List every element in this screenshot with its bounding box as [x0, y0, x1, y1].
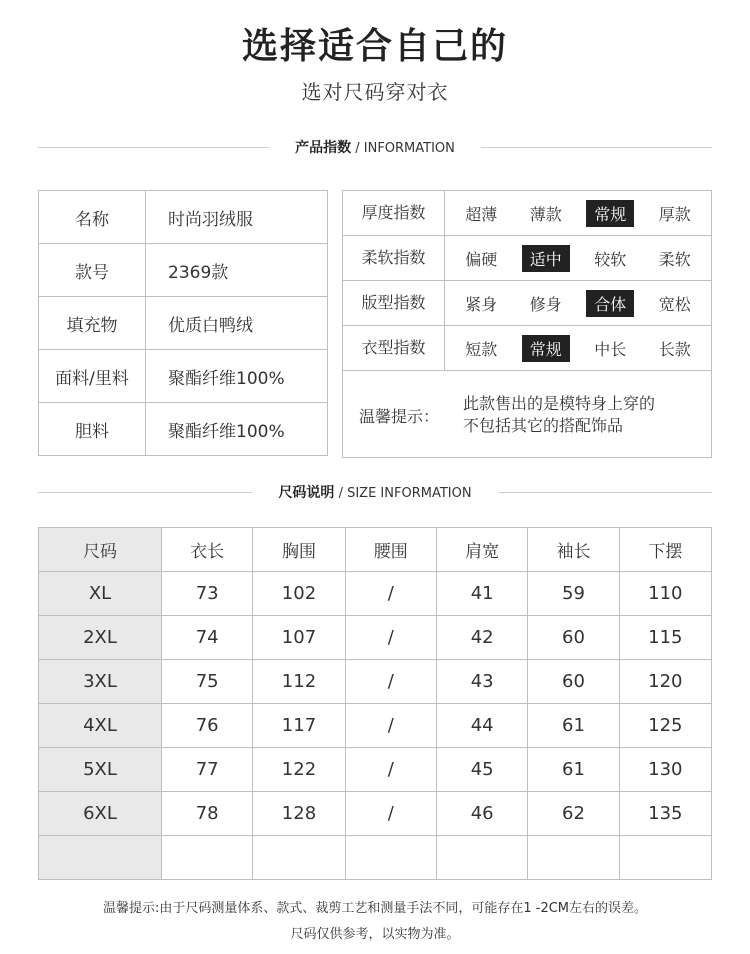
table-cell: /	[345, 660, 436, 704]
table-cell: 122	[253, 748, 345, 792]
info-value: 聚酯纤维100%	[146, 350, 328, 403]
size-cell: 4XL	[39, 704, 162, 748]
table-cell: 59	[528, 572, 619, 616]
table-row	[39, 748, 712, 792]
section-label-en: / SIZE INFORMATION	[334, 486, 472, 501]
table-cell	[162, 836, 253, 880]
size-table	[38, 527, 712, 880]
divider-right	[481, 147, 712, 148]
size-cell: XL	[39, 572, 162, 616]
index-panel	[342, 190, 712, 458]
table-row	[39, 191, 328, 244]
table-cell: 77	[162, 748, 253, 792]
info-value: 时尚羽绒服	[146, 191, 328, 244]
footnote-reference: 尺码仅供参考，以实物为准。	[290, 927, 460, 942]
info-key: 胆料	[39, 403, 146, 456]
table-cell: 61	[528, 748, 619, 792]
column-header: 袖长	[528, 528, 619, 572]
table-cell: 120	[619, 660, 711, 704]
section-label	[252, 482, 497, 502]
table-cell: 46	[436, 792, 527, 836]
index-option-selected: 常规	[522, 335, 570, 362]
index-label: 衣型指数	[343, 326, 445, 370]
table-row	[39, 792, 712, 836]
info-value: 聚酯纤维100%	[146, 403, 328, 456]
info-value: 2369款	[146, 244, 328, 297]
table-cell: 107	[253, 616, 345, 660]
table-cell: 128	[253, 792, 345, 836]
table-cell: 130	[619, 748, 711, 792]
index-option: 中长	[594, 339, 627, 359]
table-row	[39, 244, 328, 297]
tip-line: 不包括其它的搭配饰品	[463, 416, 624, 435]
table-cell: 112	[253, 660, 345, 704]
section-label	[269, 137, 481, 157]
size-section-header	[38, 482, 712, 502]
table-cell: 60	[528, 660, 619, 704]
table-cell: 125	[619, 704, 711, 748]
index-row-length	[343, 326, 711, 371]
divider-left	[38, 492, 252, 493]
section-label-cn: 尺码说明	[278, 485, 335, 501]
index-options	[445, 335, 711, 362]
index-row-fit	[343, 281, 711, 326]
column-header: 衣长	[162, 528, 253, 572]
table-cell: /	[345, 572, 436, 616]
table-cell	[345, 836, 436, 880]
index-option: 薄款	[529, 204, 562, 224]
index-option: 柔软	[658, 249, 691, 269]
table-cell	[619, 836, 711, 880]
table-cell: 76	[162, 704, 253, 748]
table-row	[39, 704, 712, 748]
table-cell: 44	[436, 704, 527, 748]
table-row	[39, 660, 712, 704]
index-options	[445, 200, 711, 227]
page-title: 选择适合自己的	[241, 26, 508, 67]
index-option: 厚款	[658, 204, 691, 224]
size-cell	[39, 836, 162, 880]
table-cell	[528, 836, 619, 880]
size-cell: 6XL	[39, 792, 162, 836]
table-cell: 43	[436, 660, 527, 704]
index-option: 紧身	[465, 294, 498, 314]
table-cell: 74	[162, 616, 253, 660]
info-value: 优质白鸭绒	[146, 297, 328, 350]
size-cell: 2XL	[39, 616, 162, 660]
footnote-measurement: 温馨提示:由于尺码测量体系、款式、裁剪工艺和测量手法不同，可能存在1 -2CM左右的误差。	[102, 901, 648, 916]
table-row	[39, 403, 328, 456]
table-cell: 62	[528, 792, 619, 836]
index-option: 修身	[529, 294, 562, 314]
index-label: 版型指数	[343, 281, 445, 325]
index-label: 厚度指数	[343, 191, 445, 235]
index-row-softness	[343, 236, 711, 281]
table-cell: 75	[162, 660, 253, 704]
section-label-cn: 产品指数	[295, 140, 352, 156]
table-row	[39, 616, 712, 660]
table-row	[39, 297, 328, 350]
table-cell: 41	[436, 572, 527, 616]
table-cell: 60	[528, 616, 619, 660]
tip-text	[463, 393, 655, 437]
table-cell: 135	[619, 792, 711, 836]
index-option: 宽松	[658, 294, 691, 314]
info-key: 款号	[39, 244, 146, 297]
table-cell: 117	[253, 704, 345, 748]
table-cell: /	[345, 792, 436, 836]
index-option-selected: 合体	[586, 290, 634, 317]
info-key: 面料/里料	[39, 350, 146, 403]
table-cell: /	[345, 704, 436, 748]
index-option: 较软	[594, 249, 627, 269]
index-option: 短款	[465, 339, 498, 359]
divider-right	[498, 492, 712, 493]
table-cell: /	[345, 616, 436, 660]
column-header: 尺码	[39, 528, 162, 572]
index-options	[445, 245, 711, 272]
index-row-thickness	[343, 191, 711, 236]
info-key: 名称	[39, 191, 146, 244]
table-header-row	[39, 528, 712, 572]
page-subtitle: 选对尺码穿对衣	[301, 80, 449, 104]
index-option: 长款	[658, 339, 691, 359]
index-option: 偏硬	[465, 249, 498, 269]
table-cell: /	[345, 748, 436, 792]
column-header: 胸围	[253, 528, 345, 572]
table-cell: 102	[253, 572, 345, 616]
column-header: 腰围	[345, 528, 436, 572]
table-cell: 115	[619, 616, 711, 660]
table-cell: 45	[436, 748, 527, 792]
size-cell: 3XL	[39, 660, 162, 704]
index-option-selected: 适中	[522, 245, 570, 272]
table-cell: 42	[436, 616, 527, 660]
tip-line: 此款售出的是模特身上穿的	[463, 394, 656, 413]
table-row	[39, 350, 328, 403]
table-cell	[436, 836, 527, 880]
product-section-header	[38, 137, 712, 157]
column-header: 肩宽	[436, 528, 527, 572]
tip-area	[343, 371, 711, 457]
product-info-table	[38, 190, 328, 456]
divider-left	[38, 147, 269, 148]
index-option-selected: 常规	[586, 200, 634, 227]
index-label: 柔软指数	[343, 236, 445, 280]
column-header: 下摆	[619, 528, 711, 572]
table-cell: 73	[162, 572, 253, 616]
tip-label: 温馨提示：	[359, 407, 440, 426]
table-row	[39, 572, 712, 616]
index-option: 超薄	[465, 204, 498, 224]
table-cell: 110	[619, 572, 711, 616]
size-cell: 5XL	[39, 748, 162, 792]
table-row	[39, 836, 712, 880]
index-options	[445, 290, 711, 317]
table-cell	[253, 836, 345, 880]
table-cell: 78	[162, 792, 253, 836]
section-label-en: / INFORMATION	[351, 141, 455, 156]
table-cell: 61	[528, 704, 619, 748]
info-key: 填充物	[39, 297, 146, 350]
